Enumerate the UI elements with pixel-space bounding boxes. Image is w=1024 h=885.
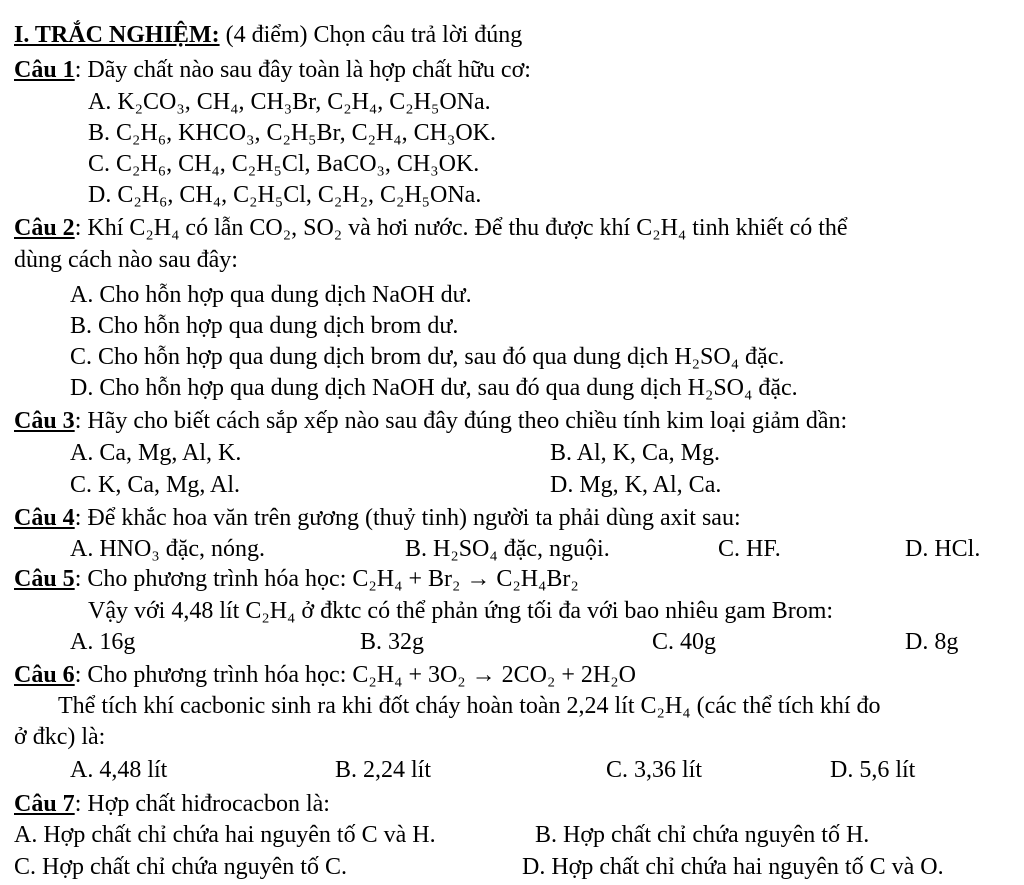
q1-option-d[interactable]: D. C₂H₆, CH₄, C₂H₅Cl, C₂H₂, C₂H₅ONa. <box>88 182 482 208</box>
section-label: I. TRẮC NGHIỆM: <box>14 22 220 48</box>
q6-option-b[interactable]: B. 2,24 lít <box>335 757 432 783</box>
q1-option-b[interactable]: B. C₂H₆, KHCO₃, C₂H₅Br, C₂H₄, CH₃OK. <box>88 120 497 146</box>
q2-option-d[interactable]: D. Cho hỗn hợp qua dung dịch NaOH dư, sau đó qua dung dịch H₂SO₄ đặc. <box>70 375 798 401</box>
question-label: Câu 4 <box>14 505 75 531</box>
q3-option-a[interactable]: A. Ca, Mg, Al, K. <box>70 440 242 466</box>
q1-option-a[interactable]: A. K₂CO₃, CH₄, CH₃Br, C₂H₄, C₂H₅ONa. <box>88 89 491 115</box>
q3-option-b[interactable]: B. Al, K, Ca, Mg. <box>550 440 721 466</box>
q3-option-d[interactable]: D. Mg, K, Al, Ca. <box>550 472 722 498</box>
question-3 <box>14 406 847 436</box>
q4-option-a[interactable]: A. HNO₃ đặc, nóng. <box>70 536 265 562</box>
question-6 <box>14 660 636 690</box>
q2-option-a[interactable]: A. Cho hỗn hợp qua dung dịch NaOH dư. <box>70 282 472 308</box>
q4-option-d[interactable]: D. HCl. <box>905 536 981 562</box>
question-label: Câu 5 <box>14 566 75 592</box>
section-points: (4 điểm) Chọn câu trả lời đúng <box>219 22 523 48</box>
q1-option-c[interactable]: C. C₂H₆, CH₄, C₂H₅Cl, BaCO₃, CH₃OK. <box>88 151 480 177</box>
q5-option-d[interactable]: D. 8g <box>905 629 959 655</box>
question-label: Câu 1 <box>14 57 75 83</box>
q2-option-b[interactable]: B. Cho hỗn hợp qua dung dịch brom dư. <box>70 313 459 339</box>
question-text: : Hợp chất hiđrocacbon là: <box>74 791 330 817</box>
q6-option-d[interactable]: D. 5,6 lít <box>830 757 916 783</box>
question-4 <box>14 503 741 533</box>
q7-option-b[interactable]: B. Hợp chất chỉ chứa nguyên tố H. <box>535 822 870 848</box>
question-7 <box>14 789 330 819</box>
q5-option-c[interactable]: C. 40g <box>652 629 717 655</box>
q7-option-a[interactable]: A. Hợp chất chỉ chứa hai nguyên tố C và H. <box>14 822 436 848</box>
question-6-continued: Thể tích khí cacbonic sinh ra khi đốt cháy hoàn toàn 2,24 lít C₂H₄ (các thể tích khí đo <box>58 693 881 719</box>
q7-option-c[interactable]: C. Hợp chất chỉ chứa nguyên tố C. <box>14 854 347 880</box>
question-text: : Khí C₂H₄ có lẫn CO₂, SO₂ và hơi nước. Để thu được khí C₂H₄ tinh khiết có thể <box>74 215 848 241</box>
q7-option-d[interactable]: D. Hợp chất chỉ chứa hai nguyên tố C và O. <box>522 854 944 880</box>
question-text: : Hãy cho biết cách sắp xếp nào sau đây đúng theo chiều tính kim loại giảm dần: <box>74 408 848 434</box>
q3-option-c[interactable]: C. K, Ca, Mg, Al. <box>70 472 241 498</box>
question-text: : Cho phương trình hóa học: C₂H₄ + Br₂ → C₂H₄Br₂ <box>74 566 579 592</box>
question-label: Câu 2 <box>14 215 75 241</box>
question-label: Câu 3 <box>14 408 75 434</box>
question-text: : Dãy chất nào sau đây toàn là hợp chất hữu cơ: <box>74 57 531 83</box>
question-text: : Để khắc hoa văn trên gương (thuỷ tinh) người ta phải dùng axit sau: <box>74 505 741 531</box>
q6-option-c[interactable]: C. 3,36 lít <box>606 757 703 783</box>
q2-option-c[interactable]: C. Cho hỗn hợp qua dung dịch brom dư, sau đó qua dung dịch H₂SO₄ đặc. <box>70 344 785 370</box>
section-heading <box>14 20 522 50</box>
question-2 <box>14 213 848 243</box>
question-5-continued: Vậy với 4,48 lít C₂H₄ ở đktc có thể phản ứng tối đa với bao nhiêu gam Brom: <box>88 598 834 624</box>
question-2-continued: dùng cách nào sau đây: <box>14 247 238 273</box>
question-1 <box>14 55 531 85</box>
question-text: : Cho phương trình hóa học: C₂H₄ + 3O₂ → 2CO₂ + 2H₂O <box>74 662 636 688</box>
question-6-continued-2: ở đkc) là: <box>14 724 106 750</box>
question-label: Câu 7 <box>14 791 75 817</box>
question-5 <box>14 564 579 594</box>
question-label: Câu 6 <box>14 662 75 688</box>
q6-option-a[interactable]: A. 4,48 lít <box>70 757 168 783</box>
q4-option-c[interactable]: C. HF. <box>718 536 781 562</box>
q5-option-a[interactable]: A. 16g <box>70 629 136 655</box>
q4-option-b[interactable]: B. H₂SO₄ đặc, nguội. <box>405 536 610 562</box>
q5-option-b[interactable]: B. 32g <box>360 629 425 655</box>
